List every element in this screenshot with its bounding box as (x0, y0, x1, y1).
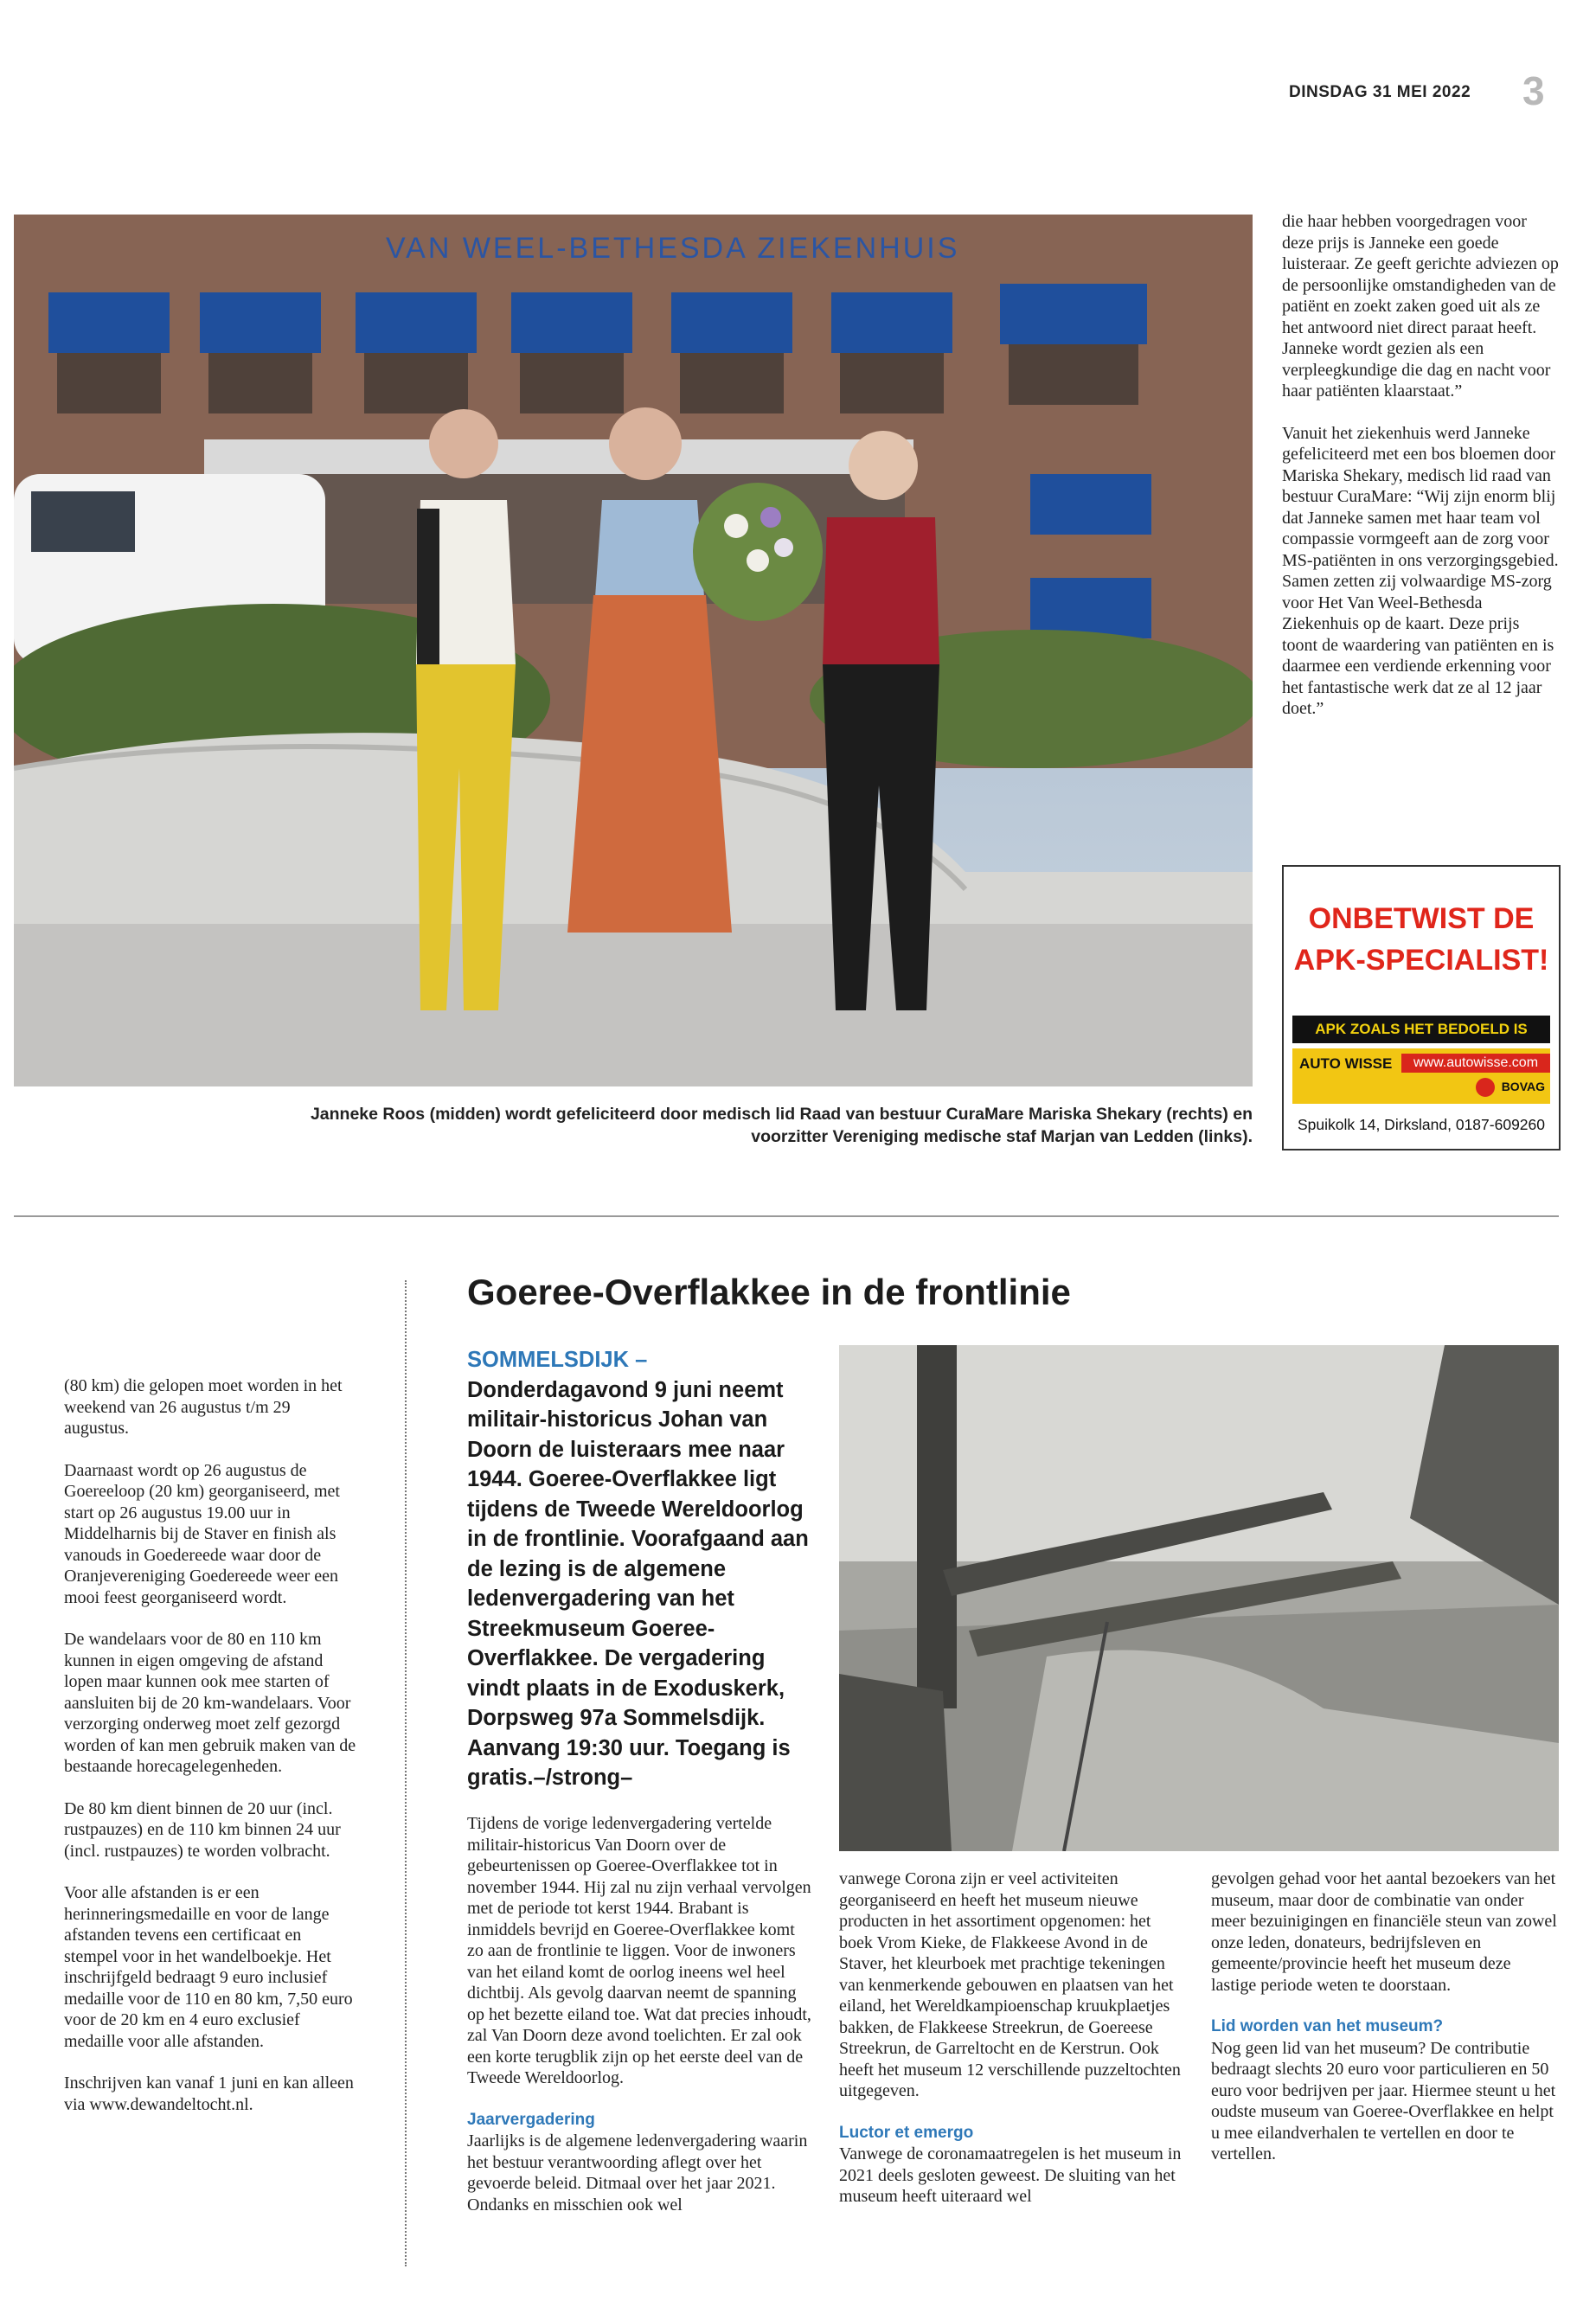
historic-war-photo (839, 1345, 1559, 1851)
paragraph: Inschrijven kan vanaf 1 juni en kan alleen via www.dewandeltocht.nl. (64, 2073, 354, 2114)
article-continuation (1282, 211, 1559, 740)
caption-line-1: Janneke Roos (midden) wordt gefeliciteerd door medisch lid Raad van bestuur CuraMare Mariska Shekary (rechts) en (310, 1105, 1253, 1124)
section-divider (14, 1215, 1559, 1217)
ad-logo-strip (1292, 1048, 1550, 1104)
ad-bovag-label: BOVAG (1501, 1080, 1545, 1093)
article-column-3 (1211, 1868, 1559, 2186)
paragraph: Daarnaast wordt op 26 augustus de Goereeloop (20 km) georganiseerd, met start op 26 augustus 19.00 uur in Middelharnis bij de Staver en finish als vanouds in Goedereede waar door de Oranjevereniging Goedereede weer een mooi feest georganiseerd wordt. (64, 1460, 340, 1607)
paragraph: Tijdens de vorige ledenvergadering vertelde militair-historicus Van Doorn over de gebeurtenissen op Goeree-Overflakkee tot in november 1944. Hij zal nu zijn verhaal vervolgen met de periode tot kerst 1944. Brabant is inmiddels bevrijd en Goeree-Overflakkee komt zo aan de frontlinie te liggen. Voor de inwoners van het eiland komt de oorlog ineens wel heel dichtbij. Als gevolg daarvan neemt de spanning op het bezette eiland toe. Wat dat precies inhoudt, zal Van Doorn deze avond toelichten. Er zal ook een korte terugblik zijn op het eerste deel van de Tweede Wereldoorlog. (467, 1814, 811, 2087)
hospital-photo (14, 215, 1253, 1086)
paragraph: Nog geen lid van het museum? De contributie bedraagt slechts 20 euro voor particulieren en 50 euro voor bedrijven per jaar. Hiermee steunt u het oudste museum van Goeree-Overflakkee en helpt u mee eilandverhalen te vertellen en door te vertellen. (1211, 2038, 1556, 2163)
apk-advertisement[interactable] (1282, 865, 1561, 1150)
paragraph: gevolgen gehad voor het aantal bezoekers van het museum, maar door de combinatie van onder meer bezuinigingen en financiële steun van zowel onze leden, donateurs, bedrijfsleven en gemeente/provincie heeft het museum deze lastige periode weten te doorstaan. (1211, 1869, 1557, 1995)
dateline: SOMMELSDIJK – (467, 1348, 648, 1372)
article-lead (467, 1345, 813, 1793)
subheading-jaarvergadering: Jaarvergadering (467, 2110, 595, 2129)
photo-caption (52, 1103, 1253, 1148)
ad-brand: AUTO WISSE (1299, 1055, 1393, 1072)
paragraph: Voor alle afstanden is er een herinneringsmedaille en voor de lange afstanden tevens een certificaat en stempel voor in het wandelboekje. Het inschrijfgeld bedraagt 9 euro inclusief medaille voor de 110 en 80 km, 7,50 euro voor de 20 km en 4 euro exclusief medaille voor alle afstanden. (64, 1883, 353, 2051)
article-column-2 (839, 1868, 1185, 2228)
paragraph: die haar hebben voorgedragen voor deze prijs is Janneke een goede luisteraar. Ze geeft gerichte adviezen op de persoonlijke omstandigheden van de patiënt en zoekt zaken goed uit als ze het antwoord niet direct paraat heeft. Janneke wordt gezien als een verpleegkundige die dag en nacht voor haar patiënten klaarstaat.” (1282, 212, 1559, 401)
ad-website-link[interactable]: www.autowisse.com (1401, 1054, 1550, 1073)
paragraph: De wandelaars voor de 80 en 110 km kunnen in eigen omgeving de afstand lopen maar kunnen ook mee starten of aansluiten bij de 20 km-wandelaars. Voor verzorging onderweg moet zelf gezorgd worden of kan men gebruik maken van de bestaande horecagelegenheden. (64, 1630, 356, 1776)
ad-headline-line-2: APK-SPECIALIST! (1293, 944, 1549, 977)
ad-address: Spuikolk 14, Dirksland, 0187-609260 (1297, 1116, 1545, 1133)
paragraph: vanwege Corona zijn er veel activiteiten georganiseerd en heeft het museum nieuwe producten in het assortiment opgenomen: het boek Vrom Kieke, de Flakkeese Avond in de Staver, het kleurboek met prachtige tekeningen van kenmerkende gebouwen en plaatsen van het eiland, het Wereldkampioenschap kruukplaetjes bakken, de Flakkeese Streekrun, de Goereese Streekrun, de Garreltocht en de Kerstrun. Ook heeft het museum 12 verschillende puzzeltochten uitgegeven. (839, 1869, 1181, 2100)
building-sign: VAN WEEL-BETHESDA ZIEKENHUIS (386, 232, 960, 265)
article-headline: Goeree-Overflakkee in de frontlinie (467, 1272, 1071, 1312)
subheading-luctor: Luctor et emergo (839, 2123, 974, 2142)
column-divider (405, 1280, 407, 2266)
lead-text: Donderdagavond 9 juni neemt militair-historicus Johan van Doorn de luisteraars mee naar 1944. Goeree-Overflakkee ligt tijdens de Tweede Wereldoorlog in de frontlinie. Voorafgaand aan de lezing is de algemene ledenvergadering van het Streekmuseum Goeree-Overflakkee. De vergadering vindt plaats in de Exoduskerk, Dorpsweg 97a Sommelsdijk. Aanvang 19:30 uur. Toegang is gratis.–/strong– (467, 1377, 809, 1790)
paragraph: (80 km) die gelopen moet worden in het weekend van 26 augustus t/m 29 augustus. (64, 1376, 343, 1438)
caption-line-2: voorzitter Vereniging medische staf Marjan van Ledden (links). (751, 1127, 1253, 1146)
paragraph: Vanuit het ziekenhuis werd Janneke gefeliciteerd met een bos bloemen door Mariska Shekary, medisch lid raad van bestuur CuraMare: “Wij zijn enorm blij dat Janneke samen met haar team vol compassie vormgeeft aan de zorg voor MS-patiënten in ons verzorgingsgebied. Samen zetten zij volwaardige MS-zorg voor Het Van Weel-Bethesda Ziekenhuis op de kaart. Deze prijs toont de waardering van patiënten en is daarmee een verdiende erkenning voor het fantastische werk dat ze al 12 jaar doet.” (1282, 423, 1559, 718)
bovag-icon (1476, 1078, 1495, 1097)
paragraph: Jaarlijks is de algemene ledenvergadering waarin het bestuur verantwoording aflegt over het gevoerde beleid. Ditmaal over het jaar 2021. Ondanks en misschien ook wel (467, 2131, 808, 2214)
ad-headline-line-1: ONBETWIST DE (1308, 902, 1535, 935)
issue-date: DINSDAG 31 MEI 2022 (1289, 83, 1471, 101)
paragraph: De 80 km dient binnen de 20 uur (incl. rustpauzes) en de 110 km binnen 24 uur (incl. rustpauzes) te worden volbracht. (64, 1798, 341, 1861)
ad-headline (1284, 898, 1559, 981)
paragraph: Vanwege de coronamaatregelen is het museum in 2021 deels gesloten geweest. De sluiting van het museum heeft uiteraard wel (839, 2144, 1182, 2206)
ad-tagline-band: APK ZOALS HET BEDOELD IS (1292, 1016, 1550, 1043)
left-column-article (64, 1375, 358, 2136)
article-column-1 (467, 1813, 813, 2236)
page-number: 3 (1522, 68, 1545, 113)
subheading-lid-worden: Lid worden van het museum? (1211, 2017, 1444, 2035)
